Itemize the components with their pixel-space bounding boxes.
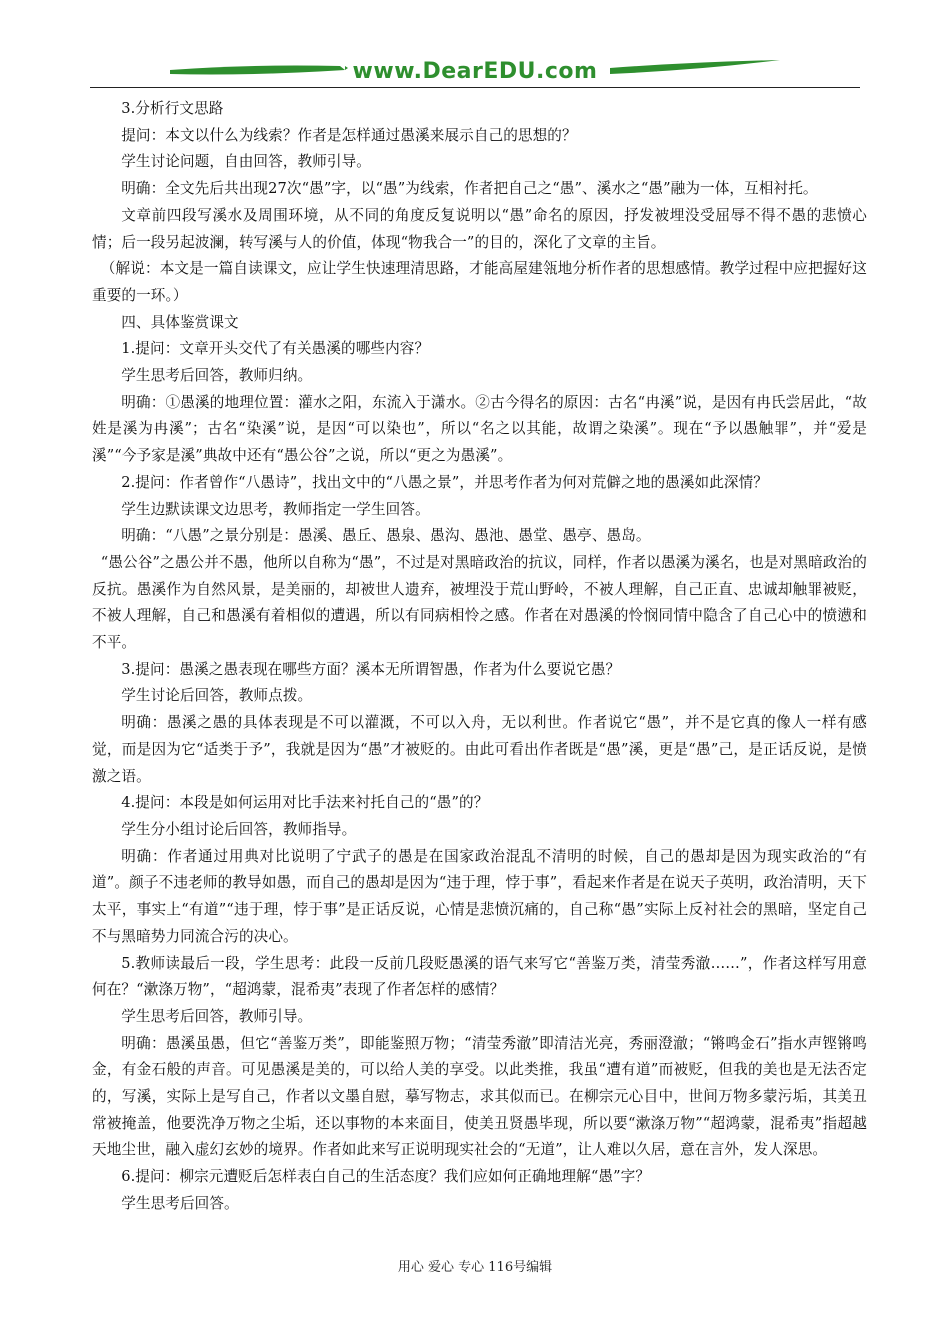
paragraph: 4.提问：本段是如何运用对比手法来衬托自己的“愚”的？ [121, 794, 489, 812]
paragraph: 明确：作者通过用典对比说明了宁武子的愚是在国家政治混乱不清明的时候，自己的愚却是因为现实政治的“有道”。颜子不违老师的教导如愚，而自己的愚却是因为“违于理，悖于事”，看起来作者是在说天子英明，政治清明，天下太平，事实上“有道”“违于理，悖于事”是正话反说，心情是悲愤沉痛的，自己称“愚”实际上反衬社会的黑暗，坚定自己不与黑暗势力同流合污的决心。 [92, 847, 867, 945]
document-body [92, 96, 867, 1218]
paragraph: 学生思考后回答，教师引导。 [121, 1007, 313, 1025]
paragraph: 明确：“八愚”之景分别是：愚溪、愚丘、愚泉、愚沟、愚池、愚堂、愚亭、愚岛。 [121, 527, 651, 545]
paragraph: 3.分析行文思路 [121, 100, 224, 117]
paragraph: 学生分小组讨论后回答，教师指导。 [121, 820, 357, 838]
paragraph: 1.提问：文章开头交代了有关愚溪的哪些内容？ [121, 340, 430, 358]
paragraph: 5.教师读最后一段，学生思考：此段一反前几段贬愚溪的语气来写它“善鉴万类，清莹秀澈……”，作者这样写用意何在？“漱涤万物”，“超鸿蒙，混希夷”表现了作者怎样的感情？ [92, 954, 867, 999]
paragraph: 明确：愚溪之愚的具体表现是不可以灌溉，不可以入舟，无以利世。作者说它“愚”，并不是它真的像人一样有感觉，而是因为它“适类于予”，我就是因为“愚”才被贬的。由此可看出作者既是“愚”溪，更是“愚”己，是正话反说，是愤激之语。 [92, 714, 867, 785]
paragraph: 3.提问：愚溪之愚表现在哪些方面？溪本无所谓智愚，作者为什么要说它愚？ [121, 660, 621, 678]
paragraph: （解说：本文是一篇自读课文，应让学生快速理清思路，才能高屋建瓴地分析作者的思想感情。教学过程中应把握好这重要的一环。） [92, 260, 867, 304]
paragraph: 明确：愚溪虽愚，但它“善鉴万类”，即能鉴照万物；“清莹秀澈”即清洁光亮，秀丽澄澈；“锵鸣金石”指水声铿锵鸣金，有金石般的声音。可见愚溪是美的，可以给人美的享受。以此类推，我虽“遭有道”而被贬，但我的美也是无法否定的，写溪，实际上是写自己，作者以文墨自慰，摹写物志，求其似而已。在柳宗元心目中，世间万物多蒙污垢，其美丑常被掩盖，他要洗净万物之尘垢，还以事物的本来面目，使美丑贤愚毕现，所以要“漱涤万物”“超鸿蒙，混希夷”指超越天地尘世，融入虚幻玄妙的境界。作者如此来写正说明现实社会的“无道”，让人难以久居，意在言外，发人深思。 [92, 1034, 867, 1159]
paragraph: 提问：本文以什么为线索？作者是怎样通过愚溪来展示自己的思想的？ [121, 126, 577, 144]
paragraph: 学生讨论后回答，教师点拨。 [121, 687, 313, 705]
paragraph: 明确：①愚溪的地理位置：灌水之阳，东流入于潇水。②古今得名的原因：古名“冉溪”说，是因有冉氏尝居此，“故姓是溪为冉溪”；古名“染溪”说，是因“可以染也”，所以“名之以其能，故谓之染溪”。现在“予以愚触罪”，并“爱是溪”“今予家是溪”典故中还有“愚公谷”之说，所以“更之为愚溪”。 [92, 393, 867, 465]
section-heading: 四、具体鉴赏课文 [121, 313, 239, 331]
paragraph: 学生边默读课文边思考，教师指定一学生回答。 [121, 500, 430, 518]
paragraph: 2.提问：作者曾作“八愚诗”，找出文中的“八愚之景”，并思考作者为何对荒僻之地的愚溪如此深情？ [121, 473, 769, 491]
header-rule [90, 87, 860, 88]
paragraph: “愚公谷”之愚公并不愚，他所以自称为“愚”，不过是对黑暗政治的抗议，同样，作者以愚溪为溪名，也是对黑暗政治的反抗。愚溪作为自然风景，是美丽的，却被世人遗弃，被埋没于荒山野岭，不被人理解，自己正直、忠诚却触罪被贬，不被人理解，自己和愚溪有着相似的遭遇，所以有同病相怜之感。作者在对愚溪的怜悯同情中隐含了自己心中的愤懑和不平。 [92, 553, 867, 652]
paragraph: 文章前四段写溪水及周围环境，从不同的角度反复说明以“愚”命名的原因，抒发被埋没受屈辱不得不愚的悲愤心情；后一段另起波澜，转写溪与人的价值，体现“物我合一”的目的，深化了文章的主旨。 [92, 206, 867, 251]
paragraph: 6.提问：柳宗元遭贬后怎样表白自己的生活态度？我们应如何正确地理解“愚”字？ [121, 1168, 651, 1186]
site-url-logo: www.DearEDU.com [352, 59, 598, 84]
paragraph: 明确：全文先后共出现27次“愚”字，以“愚”为线索，作者把自己之“愚”、溪水之“愚”融为一体，互相衬托。 [121, 180, 818, 198]
paragraph: 学生思考后回答。 [121, 1194, 239, 1212]
paragraph: 学生讨论问题，自由回答，教师引导。 [121, 153, 371, 171]
page-footer: 用心 爱心 专心 116号编辑 [397, 1260, 553, 1275]
paragraph: 学生思考后回答，教师归纳。 [121, 367, 313, 385]
